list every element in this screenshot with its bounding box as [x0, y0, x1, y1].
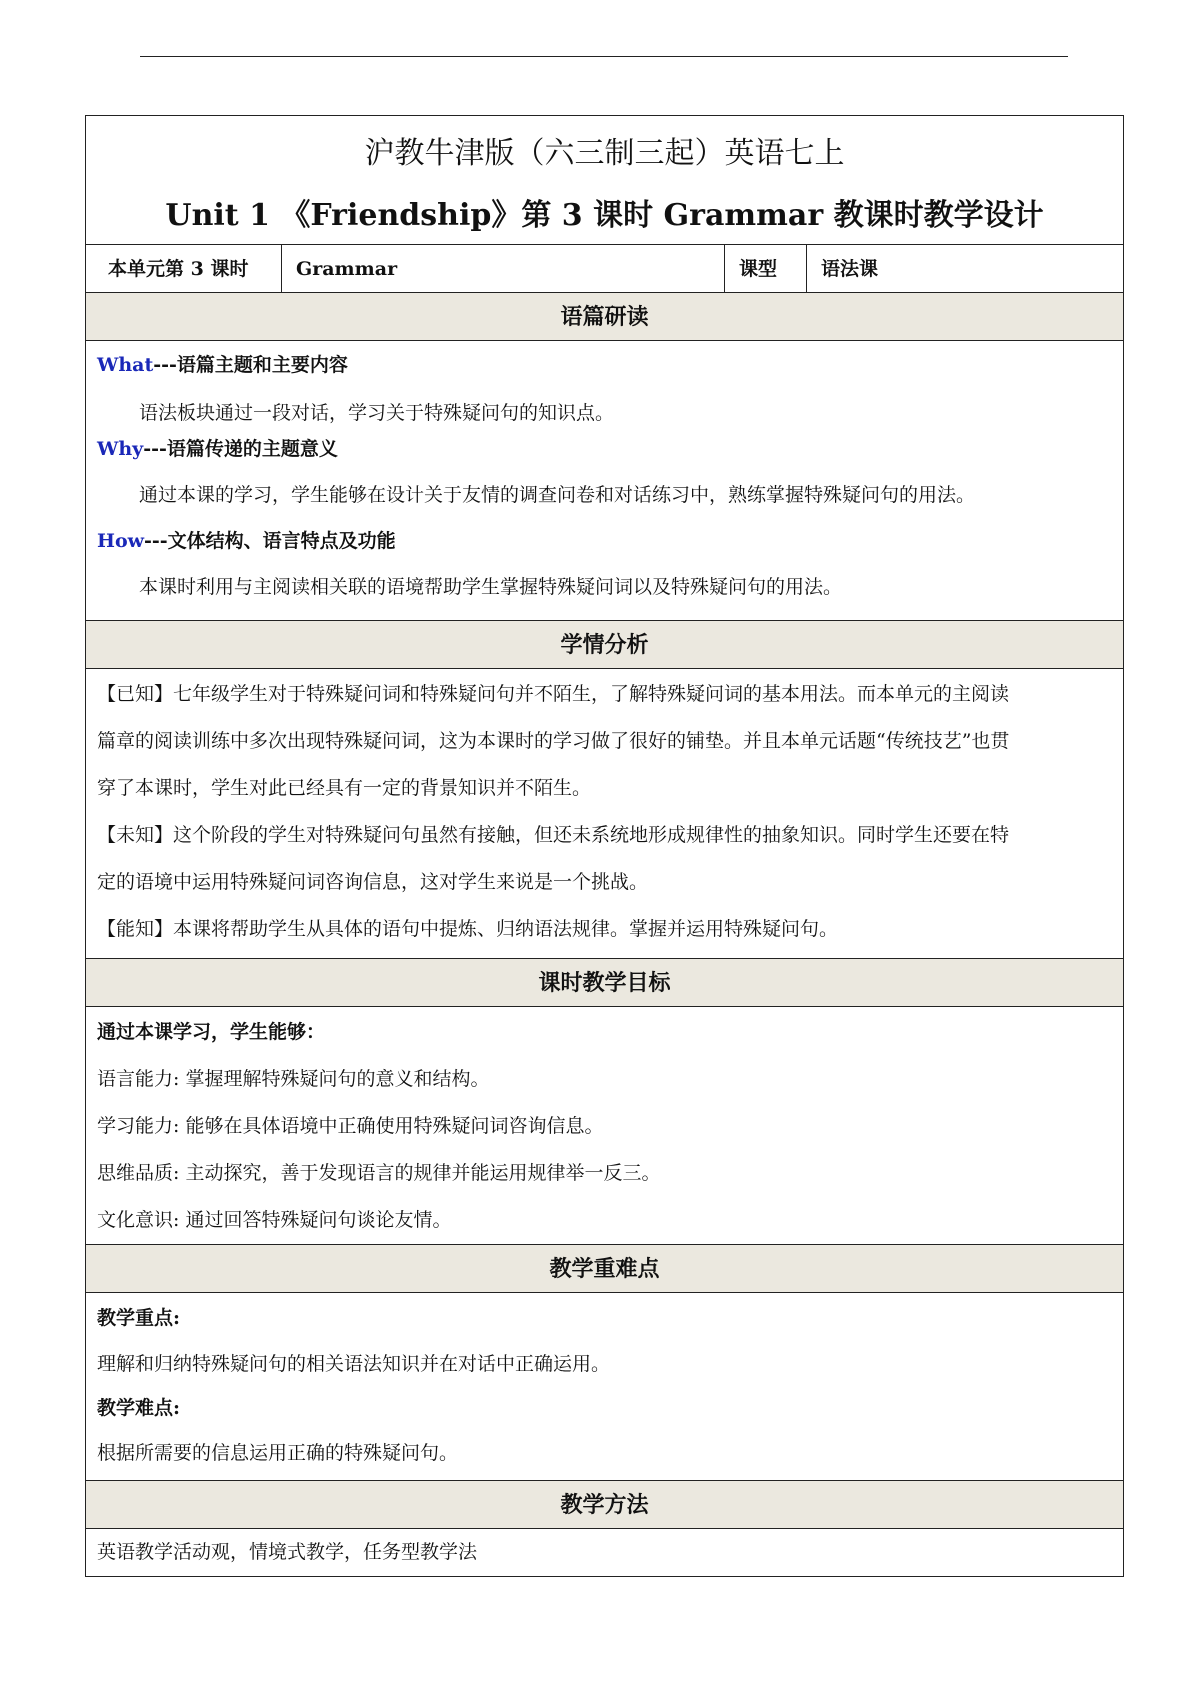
lesson-plan-table [85, 115, 1124, 1577]
text-study-body [86, 340, 1123, 620]
section-heading-text-study: 语篇研读 [86, 292, 1123, 340]
known-line-2: 篇章的阅读训练中多次出现特殊疑问词，这为本课时的学习做了很好的铺垫。并且本单元话题“传统技艺”也贯 [97, 730, 1010, 752]
objectives-intro: 通过本课学习，学生能够： [97, 1021, 326, 1043]
how-heading [97, 519, 1113, 563]
how-title: ---文体结构、语言特点及功能 [143, 530, 396, 552]
lesson-type-value: 语法课 [806, 245, 1123, 292]
objective-learning: 学习能力: 能够在具体语境中正确使用特殊疑问词咨询信息。 [97, 1115, 604, 1137]
what-label: What [97, 354, 154, 376]
objective-language: 语言能力: 掌握理解特殊疑问句的意义和结构。 [97, 1068, 490, 1090]
lesson-meta-row [86, 244, 1123, 292]
section-heading-methods: 教学方法 [86, 1480, 1123, 1528]
methods-body [86, 1528, 1123, 1576]
header-rule [140, 56, 1068, 57]
document-title: 沪教牛津版（六三制三起）英语七上 [364, 136, 845, 171]
lesson-topic-value: Grammar [281, 245, 724, 292]
objective-culture: 文化意识: 通过回答特殊疑问句谈论友情。 [97, 1209, 452, 1231]
objectives-body [86, 1006, 1123, 1244]
known-line-3: 穿了本课时，学生对此已经具有一定的背景知识并不陌生。 [97, 777, 592, 799]
section-heading-key-points: 教学重难点 [86, 1244, 1123, 1292]
what-title: ---语篇主题和主要内容 [153, 354, 348, 376]
key-point-body: 理解和归纳特殊疑问句的相关语法知识并在对话中正确运用。 [97, 1353, 611, 1375]
title-block [86, 116, 1123, 244]
key-points-body [86, 1292, 1123, 1480]
how-body: 本课时利用与主阅读相关联的语境帮助学生掌握特殊疑问词以及特殊疑问句的用法。 [139, 576, 843, 598]
lesson-type-label: 课型 [724, 245, 806, 292]
why-title: ---语篇传递的主题意义 [143, 438, 338, 460]
difficult-point-body: 根据所需要的信息运用正确的特殊疑问句。 [97, 1442, 459, 1464]
what-body: 语法板块通过一段对话，学习关于特殊疑问句的知识点。 [139, 402, 615, 424]
why-body: 通过本课的学习，学生能够在设计关于友情的调查问卷和对话练习中，熟练掌握特殊疑问句的用法。 [139, 484, 976, 506]
key-point-label: 教学重点: [97, 1307, 181, 1329]
document-subtitle: Unit 1 《Friendship》第 3 课时 Grammar 教课时教学设计 [165, 198, 1044, 233]
ability-line: 【能知】本课将帮助学生从具体的语句中提炼、归纳语法规律。掌握并运用特殊疑问句。 [97, 918, 839, 940]
why-label: Why [97, 438, 144, 460]
learner-analysis-body [86, 668, 1123, 958]
known-line-1: 【已知】七年级学生对于特殊疑问词和特殊疑问句并不陌生，了解特殊疑问词的基本用法。而本单元的主阅读 [97, 683, 1010, 705]
unknown-line-2: 定的语境中运用特殊疑问词咨询信息，这对学生来说是一个挑战。 [97, 871, 649, 893]
section-heading-learner-analysis: 学情分析 [86, 620, 1123, 668]
how-label: How [97, 530, 144, 552]
lesson-number-label: 本单元第 3 课时 [108, 258, 249, 280]
objective-thinking: 思维品质: 主动探究，善于发现语言的规律并能运用规律举一反三。 [97, 1162, 661, 1184]
methods-text: 英语教学活动观，情境式教学，任务型教学法 [97, 1541, 478, 1563]
unknown-line-1: 【未知】这个阶段的学生对特殊疑问句虽然有接触，但还未系统地形成规律性的抽象知识。同时学生还要在特 [97, 824, 1010, 846]
what-heading [97, 343, 1113, 387]
difficult-point-label: 教学难点: [97, 1397, 181, 1419]
section-heading-objectives: 课时教学目标 [86, 958, 1123, 1006]
